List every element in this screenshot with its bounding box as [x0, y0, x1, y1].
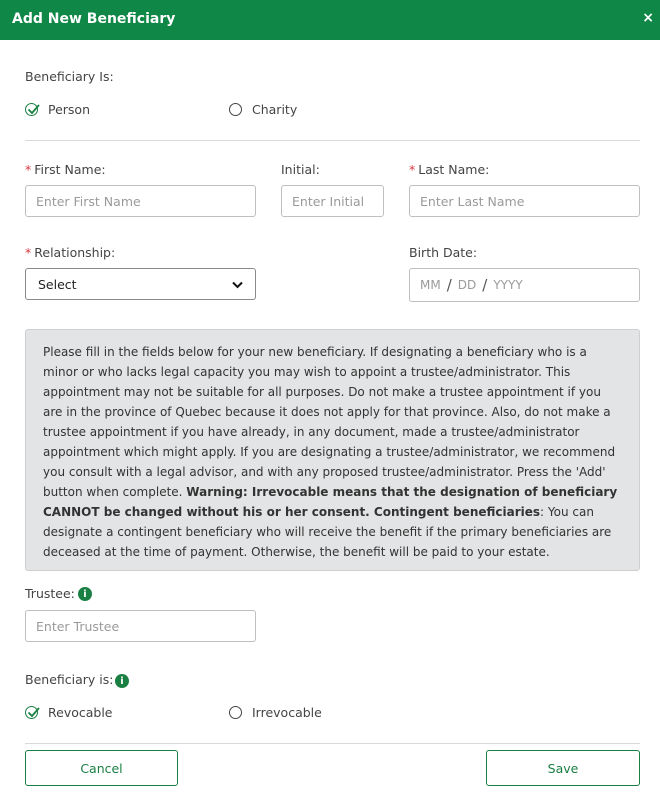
birth-month-field[interactable]: MM — [420, 278, 441, 292]
first-name-input[interactable]: Enter First Name — [25, 185, 256, 217]
dialog-title: Add New Beneficiary — [12, 11, 176, 27]
radio-unchecked-icon — [229, 103, 242, 116]
last-name-label-text: Last Name: — [418, 162, 490, 177]
radio-irrevocable-label: Irrevocable — [252, 705, 322, 720]
radio-checked-icon — [25, 103, 38, 116]
save-button[interactable]: Save — [486, 750, 640, 786]
birth-date-input[interactable] — [409, 268, 640, 302]
notice-warning: Warning: Irrevocable means that the designation of beneficiary CANNOT be changed without his or her consent. Contingent beneficiaries — [43, 485, 618, 519]
date-separator: / — [482, 276, 488, 294]
radio-charity[interactable] — [229, 102, 297, 117]
initial-label: Initial: — [281, 162, 320, 177]
notice-text-1: Please fill in the fields below for your new beneficiary. If designating a beneficiary who is a minor or who lacks legal capacity you may wish to appoint a trustee/administrator. This appointment may not be suitable for all purposes. Do not make a trustee appointment if you are in the province of Quebec because it does not apply for that province. Also, do not make a trustee appointment if you have already, in any document, made a trustee/administrator appointment which might apply. If you are designating a trustee/administrator, we recommend you consult with a legal advisor, and with any proposed trustee/administrator. Press the 'Add' button when complete. — [43, 345, 616, 499]
trustee-input[interactable]: Enter Trustee — [25, 610, 256, 642]
radio-checked-icon — [25, 706, 38, 719]
required-mark: * — [409, 162, 416, 177]
trustee-info-icon[interactable]: i — [78, 587, 92, 601]
radio-irrevocable[interactable] — [229, 705, 322, 720]
divider — [25, 140, 640, 141]
radio-charity-label: Charity — [252, 102, 298, 117]
radio-person-label: Person — [48, 102, 91, 117]
revocability-info-icon[interactable]: i — [115, 674, 129, 688]
first-name-label — [25, 162, 106, 177]
birth-date-label: Birth Date: — [409, 245, 478, 260]
info-notice — [25, 329, 640, 571]
last-name-input[interactable]: Enter Last Name — [409, 185, 640, 217]
required-mark: * — [25, 162, 32, 177]
radio-revocable-label: Revocable — [48, 705, 113, 720]
chevron-down-icon — [232, 277, 243, 292]
birth-year-field[interactable]: YYYY — [493, 278, 523, 292]
first-name-label-text: First Name: — [34, 162, 106, 177]
radio-revocable[interactable] — [25, 705, 113, 720]
initial-input[interactable]: Enter Initial — [281, 185, 384, 217]
last-name-label — [409, 162, 489, 177]
trustee-label: Trustee: — [25, 586, 75, 601]
beneficiary-type-label: Beneficiary Is: — [25, 69, 114, 84]
divider — [25, 743, 640, 744]
relationship-select[interactable] — [25, 268, 256, 300]
revocability-label: Beneficiary is: — [25, 672, 114, 687]
radio-unchecked-icon — [229, 706, 242, 719]
radio-person[interactable] — [25, 102, 90, 117]
cancel-button[interactable]: Cancel — [25, 750, 178, 786]
date-separator: / — [446, 276, 452, 294]
close-icon[interactable]: × — [642, 10, 654, 26]
required-mark: * — [25, 245, 32, 260]
relationship-label — [25, 245, 115, 260]
relationship-label-text: Relationship: — [34, 245, 116, 260]
dialog-header — [0, 0, 660, 40]
relationship-value: Select — [38, 276, 77, 292]
notice-text-2: : You can designate a contingent beneficiary who will receive the benefit if the primary beneficiaries are deceased at the time of payment. Otherwise, the benefit will be paid to your estate. — [43, 505, 612, 559]
birth-day-field[interactable]: DD — [457, 278, 477, 292]
